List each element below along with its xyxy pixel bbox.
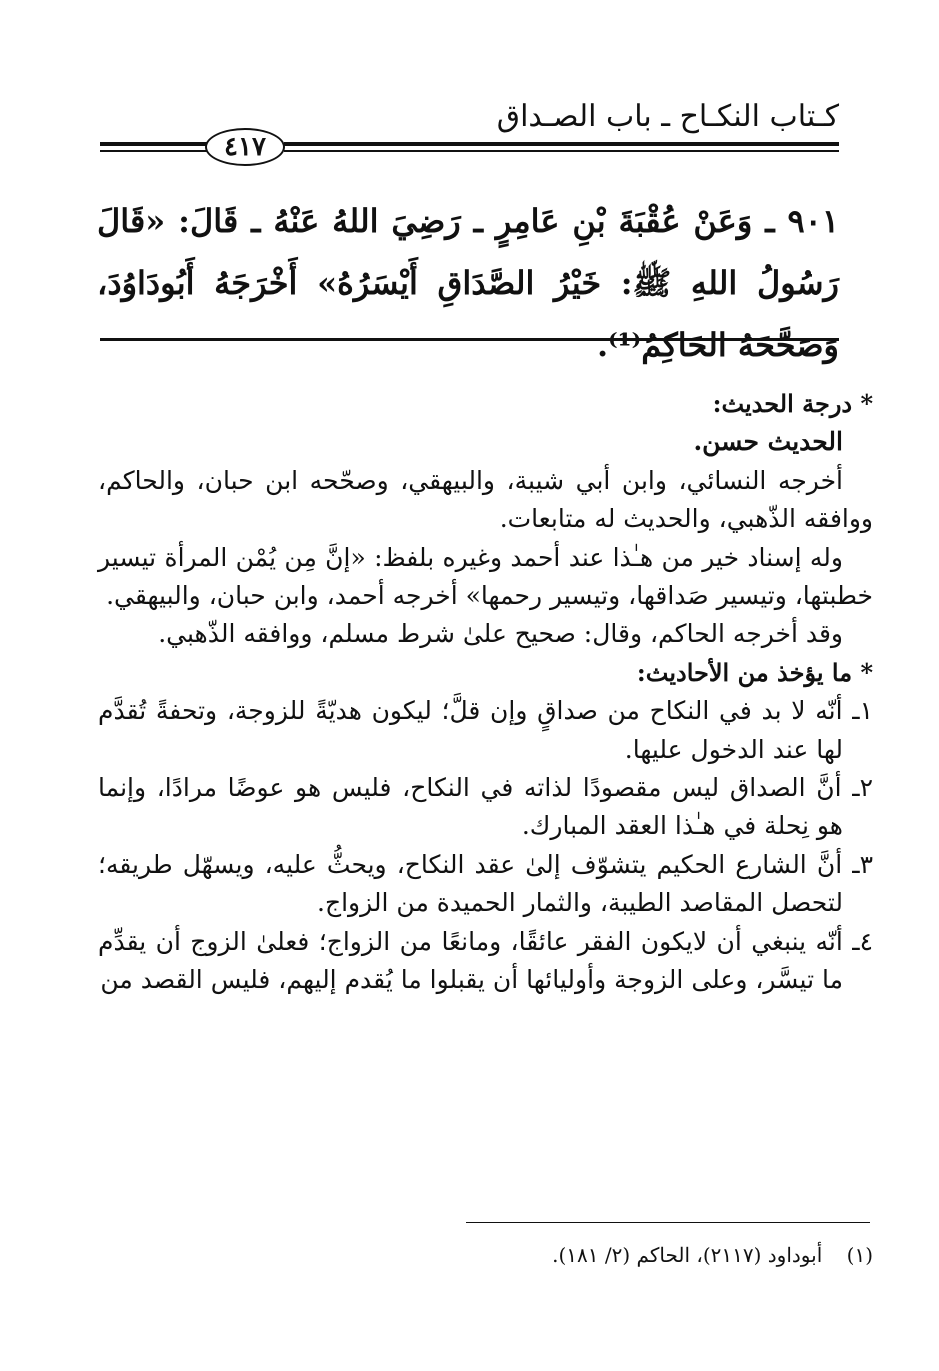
grade-paragraph-1: أخرجه النسائي، وابن أبي شيبة، والبيهقي، وصحّحه ابن حبان، والحاكم، ووافقه الذّهبي، والحديث له متابعات. xyxy=(98,465,873,534)
lessons-heading: * ما يؤخذ من الأحاديث: xyxy=(636,657,873,687)
grade-paragraph-3: وقد أخرجه الحاكم، وقال: صحيح علىٰ شرط مسلم، ووافقه الذّهبي. xyxy=(158,619,843,649)
grade-paragraph-2: وله إسناد خير من هـٰذا عند أحمد وغيره بلفظ: «إنَّ مِن يُمْن المرأة تيسير خطبتها، وتيسير صَداقها، وتيسير رحمها» أخرجه أحمد، وابن حبان، والبيهقي. xyxy=(98,542,873,611)
lesson-item-1: ١ـ أنّه لا بد في النكاح من صداقٍ وإن قلَّ؛ ليكون هديّةً للزوجة، وتحفةً تُقدَّم لها عند الدخول عليها. xyxy=(98,696,873,764)
lesson-item-3: ٣ـ أنَّ الشارع الحكيم يتشوّف إلىٰ عقد النكاح، ويحثُّ عليه، ويسهّل طريقه؛ لتحصل المقاصد الطيبة، والثمار الحميدة من الزواج. xyxy=(98,849,873,918)
running-title: كـتاب النكـاح ـ باب الصـداق xyxy=(496,99,839,134)
hadith-text: وَعَنْ عُقْبَةَ بْنِ عَامِرٍ ـ رَضِيَ اللهُ عَنْهُ ـ قَالَ: «قَالَ رَسُولُ اللهِ ﷺ: خَيْرُ الصَّدَاقِ أَيْسَرُهُ» أَخْرَجَهُ أَبُودَاوُدَ، وَصَحَّحَهُ الحَاكِمُ⁽¹⁾. xyxy=(97,202,839,364)
footnote-divider xyxy=(466,1222,870,1223)
hadith-block xyxy=(97,190,839,376)
footnote-mark: (١) xyxy=(846,1243,873,1267)
commentary xyxy=(98,385,873,1000)
hadith-divider xyxy=(100,338,839,341)
hadith-number: ٩٠١ ـ xyxy=(765,202,840,240)
footnote xyxy=(98,1240,873,1270)
lesson-item-4: ٤ـ أنّه ينبغي أن لايكون الفقر عائقًا، ومانعًا من الزواج؛ فعلىٰ الزوج أن يقدِّم ما تيسَّر، وعلى الزوجة وأوليائها أن يقبلوا ما يُقدم إليهم، فليس القصد من xyxy=(98,926,873,995)
lesson-item-2: ٢ـ أنَّ الصداق ليس مقصودًا لذاته في النكاح، فليس هو عوضًا مرادًا، وإنما هو نِحلة في هـٰذا العقد المبارك. xyxy=(98,773,873,841)
grade-heading: * درجة الحديث: xyxy=(712,389,873,418)
header-rule-left xyxy=(100,140,210,154)
header-rule-right xyxy=(284,140,839,154)
page-number: ٤١٧ xyxy=(205,128,285,166)
footnote-text: أبوداود (٢١١٧)، الحاكم (٢/ ١٨١). xyxy=(552,1243,823,1267)
grade-verdict: الحديث حسن. xyxy=(693,427,843,457)
